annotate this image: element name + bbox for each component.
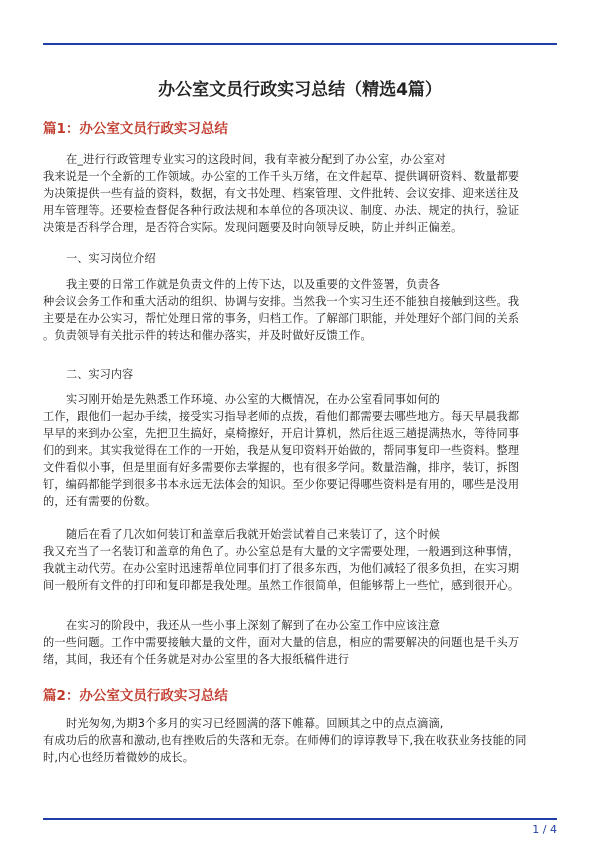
section-2-intro <box>43 715 557 766</box>
text-line: 时,内心也经历着微妙的成长。 <box>43 751 195 764</box>
text-line: 的一些问题。工作中需要接触大量的文件，面对大量的信息，相应的需要解决的问题也是千头万 <box>43 636 520 649</box>
text-line: 的，还有需要的份数。 <box>43 495 157 508</box>
subsection-2-heading: 二、实习内容 <box>66 368 134 381</box>
text-line: 主要是在办公实习，帮忙处理日常的事务，归档工作。了解部门职能，并处理好个部门间的关系 <box>43 312 520 325</box>
page-title: 办公室文员行政实习总结（精选4篇） <box>158 80 442 100</box>
text-line: 在实习的阶段中，我还从一些小事上深刻了解到了在办公室工作中应该注意 <box>66 619 441 632</box>
subsection-2-paragraph-2 <box>43 526 557 594</box>
text-line: 早早的来到办公室，先把卫生搞好，桌椅擦好，开启计算机，然后往返三趟提满热水，等待同事 <box>43 427 520 440</box>
text-line: 钉，编码都能学到很多书本永远无法体会的知识。至少你要记得哪些资料是有用的，哪些是没用 <box>43 478 520 491</box>
subsection-1-paragraph <box>43 276 557 344</box>
text-line: 种会议会务工作和重大活动的组织、协调与安排。当然我一个实习生还不能独自接触到这些。我 <box>43 295 520 308</box>
text-line: 绪，其间，我还有个任务就是对办公室里的各大报纸稿件进行 <box>43 653 350 666</box>
text-line: 们的到来。其实我觉得在工作的一开始，我是从复印资料开始做的，帮同事复印一些资料。整理 <box>43 444 520 457</box>
text-line: 间一般所有文件的打印和复印都是我处理。虽然工作很简单，但能够帮上一些忙，感到很开心。 <box>43 579 520 592</box>
text-line: 实习刚开始是先熟悉工作环境、办公室的大概情况，在办公室看同事如何的 <box>66 393 441 406</box>
text-line: 随后在看了几次如何装订和盖章后我就开始尝试着自己来装订了，这个时候 <box>66 528 441 541</box>
footer-rule <box>43 818 557 820</box>
text-line: 我又充当了一名装订和盖章的角色了。办公室总是有大量的文字需要处理，一般遇到这种事情， <box>43 545 520 558</box>
section-1-intro <box>43 151 557 236</box>
page-number: 1 / 4 <box>532 823 557 836</box>
text-line: 我就主动代劳。在办公室时迅速帮单位同事们打了很多东西，为他们减轻了很多负担，在实习期 <box>43 562 520 575</box>
text-line: 时光匆匆,为期3个多月的实习已经圆满的落下帷幕。回顾其之中的点点滴滴, <box>66 717 444 730</box>
text-line: 在_进行行政管理专业实习的这段时间，我有幸被分配到了办公室，办公室对 <box>66 153 446 166</box>
header-rule <box>43 43 557 45</box>
text-line: 我来说是一个全新的工作领域。办公室的工作千头万绪，在文件起草、提供调研资料、数量都要 <box>43 170 520 183</box>
subsection-2-paragraph-1 <box>43 391 557 510</box>
section-2-heading: 篇2：办公室文员行政实习总结 <box>43 688 228 704</box>
text-line: 文件看似小事，但是里面有好多需要你去掌握的，也有很多学问。数量浩瀚，排序，装订，拆图 <box>43 461 520 474</box>
text-line: 。负责领导有关批示件的转达和催办落实，并及时做好反馈工作。 <box>43 329 372 342</box>
text-line: 用车管理等。还要检查督促各种行政法规和本单位的各项决议、制度、办法、规定的执行，验证 <box>43 204 520 217</box>
text-line: 决策是否科学合理，是否符合实际。发现问题要及时向领导反映，防止并纠正偏差。 <box>43 221 463 234</box>
text-line: 我主要的日常工作就是负责文件的上传下达，以及重要的文件签署，负责各 <box>66 278 441 291</box>
text-line: 工作，跟他们一起办手续，接受实习指导老师的点拨，看他们都需要去哪些地方。每天早晨我都 <box>43 410 520 423</box>
subsection-1-heading: 一、实习岗位介绍 <box>66 252 156 265</box>
text-line: 为决策提供一些有益的资料，数据，有文书处理、档案管理、文件批转、会议安排、迎来送往及 <box>43 187 520 200</box>
subsection-2-paragraph-3 <box>43 617 557 668</box>
section-1-heading: 篇1：办公室文员行政实习总结 <box>43 121 228 137</box>
text-line: 有成功后的欣喜和激动,也有挫败后的失落和无奈。在师傅们的谆谆教导下,我在收获业务技能的同 <box>43 734 527 747</box>
